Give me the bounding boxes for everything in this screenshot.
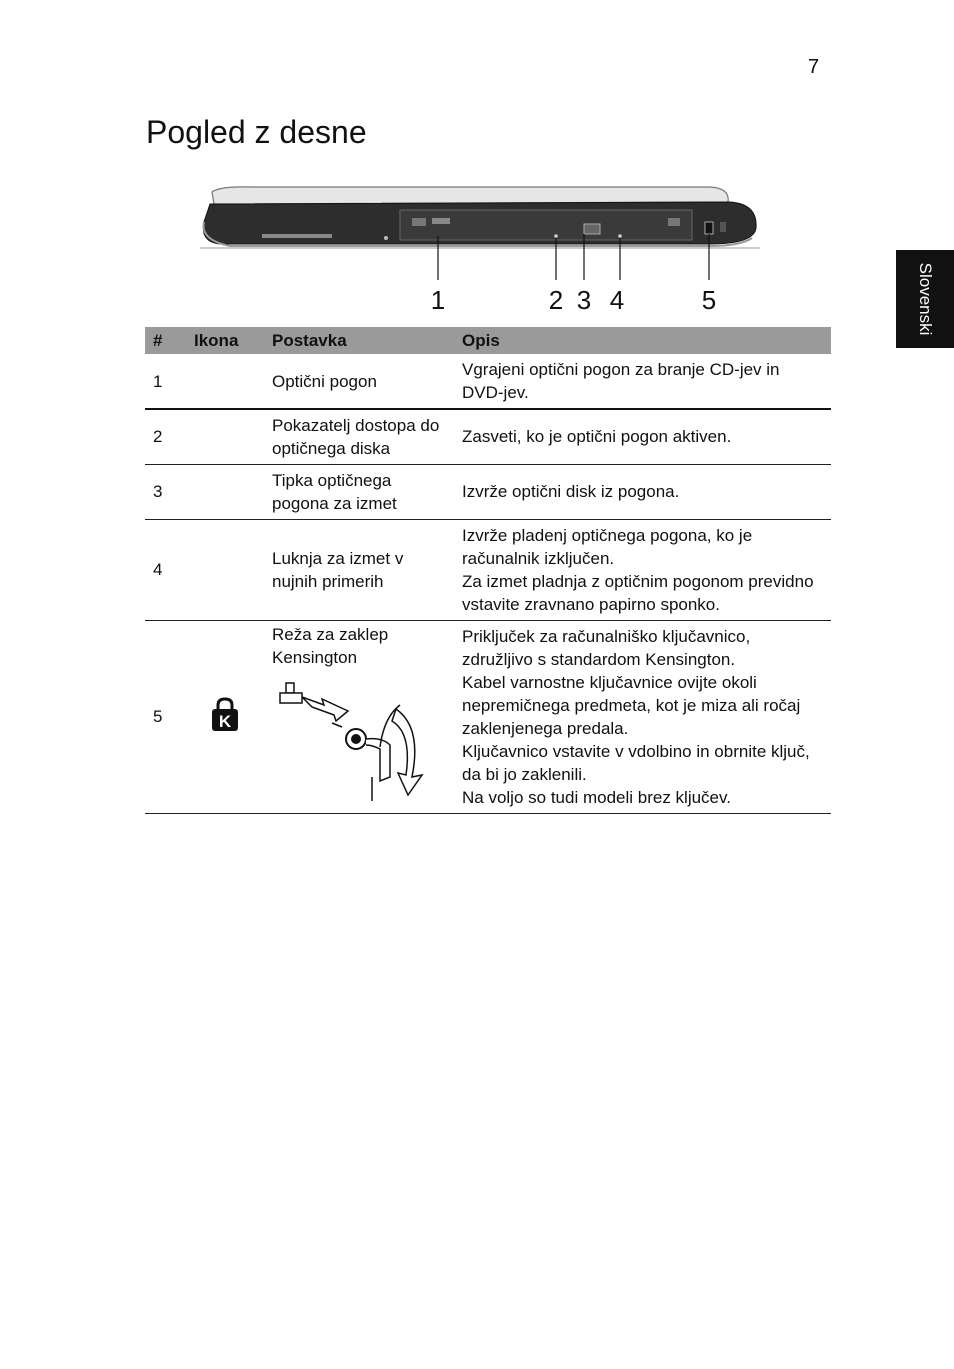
laptop-right-side-illustration — [190, 182, 770, 322]
callout-2: 2 — [548, 285, 564, 315]
row-icon — [186, 354, 264, 409]
page-number: 7 — [808, 56, 820, 78]
row-item-label: Reža za zaklep Kensington — [272, 624, 389, 667]
row-desc: Priključek za računalniško ključavnico, združljivo s standardom Kensington. Kabel varnostne ključavnice ovijte okoli nepremičnega predmeta, kot je miza ali ročaj zaklenjenega predala. Ključavnico vstavite v vdolbino in obrnite ključ, da bi jo zaklenili. Na voljo so tudi modeli brez ključev. — [454, 620, 831, 813]
table-row — [145, 354, 831, 409]
row-desc: Izvrže pladenj optičnega pogona, ko je računalnik izključen. Za izmet pladnja z optičnim pogonom previdno vstavite zravnano papirno sponko. — [454, 519, 831, 620]
table-row — [145, 464, 831, 519]
header-icon: Ikona — [186, 327, 264, 354]
kensington-lock-diagram — [272, 677, 432, 802]
callout-3: 3 — [576, 285, 592, 315]
header-item: Postavka — [264, 327, 454, 354]
row-icon — [186, 620, 264, 813]
row-icon — [186, 409, 264, 464]
svg-text:K: K — [218, 711, 232, 731]
callout-5: 5 — [701, 285, 717, 315]
row-icon — [186, 519, 264, 620]
kensington-lock-icon — [210, 696, 240, 732]
table-row — [145, 620, 831, 813]
ports-table — [145, 327, 831, 814]
row-desc: Zasveti, ko je optični pogon aktiven. — [454, 409, 831, 464]
row-num: 2 — [145, 409, 186, 464]
row-item — [264, 620, 454, 813]
row-desc: Izvrže optični disk iz pogona. — [454, 464, 831, 519]
table-header-row — [145, 327, 831, 354]
row-item: Pokazatelj dostopa do optičnega diska — [264, 409, 454, 464]
header-num: # — [145, 327, 186, 354]
page-title: Pogled z desne — [146, 114, 367, 150]
callout-1: 1 — [430, 285, 446, 315]
row-num: 3 — [145, 464, 186, 519]
table-row — [145, 519, 831, 620]
row-item: Luknja za izmet v nujnih primerih — [264, 519, 454, 620]
row-item: Optični pogon — [264, 354, 454, 409]
row-num: 1 — [145, 354, 186, 409]
language-tab: Slovenski — [896, 250, 954, 348]
row-item: Tipka optičnega pogona za izmet — [264, 464, 454, 519]
row-num: 5 — [145, 620, 186, 813]
row-num: 4 — [145, 519, 186, 620]
callout-4: 4 — [609, 285, 625, 315]
header-desc: Opis — [454, 327, 831, 354]
row-desc: Vgrajeni optični pogon za branje CD-jev in DVD-jev. — [454, 354, 831, 409]
row-icon — [186, 464, 264, 519]
table-row — [145, 409, 831, 464]
